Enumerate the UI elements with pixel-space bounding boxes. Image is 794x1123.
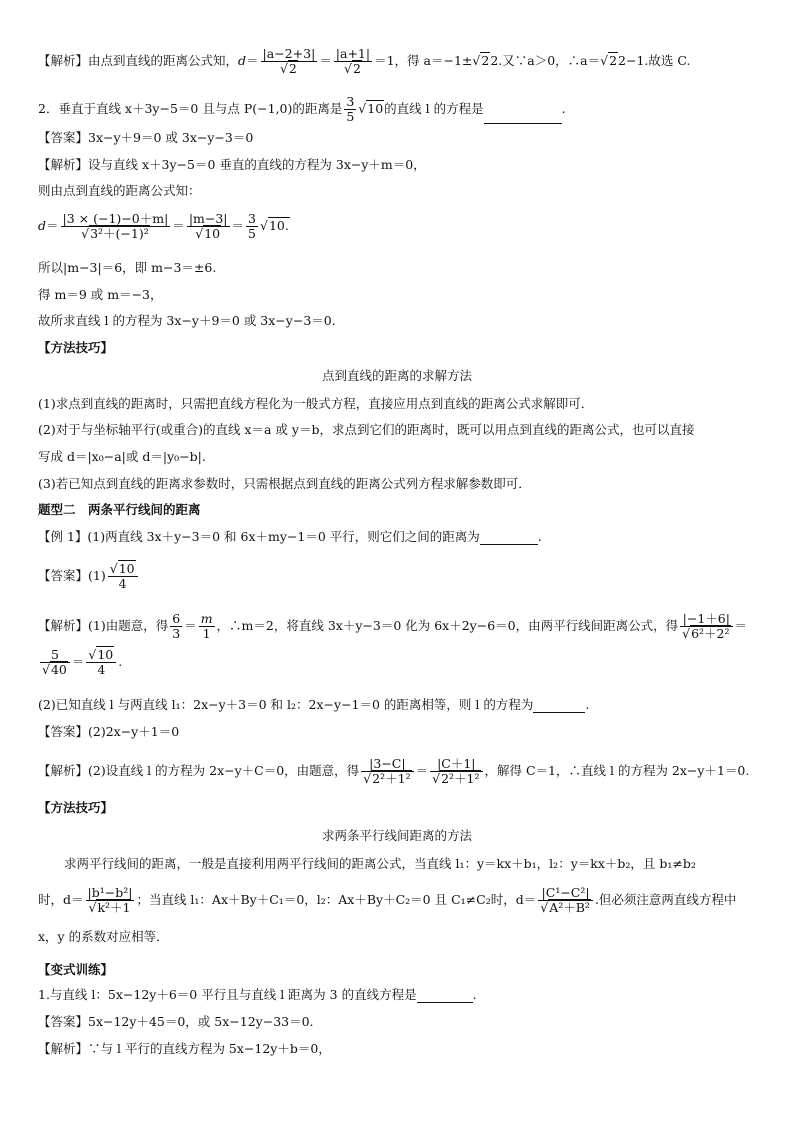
q2-sol-d: d bbox=[38, 218, 47, 233]
q2-sol-frac-1 bbox=[61, 212, 171, 241]
tips2-title: 求两条平行线间距离的方法 bbox=[321, 828, 472, 843]
ex1-sol2-frac-1-den: √2²＋1² bbox=[363, 771, 411, 786]
q2-solution-6: 故所求直线 l 的方程为 3x−y＋9＝0 或 3x−y−3＝0. bbox=[38, 313, 336, 328]
variant-question-1: 1.与直线 l：5x−12y＋6＝0 平行且与直线 l 距离为 3 的直线方程是 . bbox=[38, 987, 477, 1002]
example1-answer-2: 【答案】(2)2x−y＋1＝0 bbox=[38, 724, 180, 739]
variant-answer-1: 【答案】5x−12y＋45＝0，或 5x−12y−33＝0. bbox=[38, 1014, 314, 1029]
ex1-q-text: 【例 1】(1)两直线 3x＋y−3＝0 和 6x＋my−1＝0 平行，则它们之间的距离为 bbox=[38, 529, 480, 544]
tips2-frac-2-num: |C¹−C²| bbox=[538, 886, 593, 901]
tips2-heading: 【方法技巧】 bbox=[38, 800, 114, 815]
p1-frac-1-num: |a−2+3| bbox=[262, 46, 316, 61]
ex1-ans-text: 【答案】(1) bbox=[38, 568, 106, 583]
variant-q1-text: 1.与直线 l：5x−12y＋6＝0 平行且与直线 l 距离为 3 的直线方程是 bbox=[38, 987, 417, 1002]
ex1-sol-frac-2-den: 1 bbox=[202, 626, 211, 641]
tips1-heading: 【方法技巧】 bbox=[38, 340, 114, 355]
q2-solution-5: 得 m＝9 或 m＝−3， bbox=[38, 287, 163, 302]
ex1-sol2-frac-2-den: √2²＋1² bbox=[432, 771, 480, 786]
q2-answer: 【答案】3x−y＋9＝0 或 3x−y−3＝0 bbox=[38, 130, 254, 145]
q2-text-end: . bbox=[561, 101, 566, 116]
tips2-frac-2 bbox=[538, 886, 593, 915]
p1-frac-2-rad: 2 bbox=[352, 61, 361, 76]
tips2-frac-1 bbox=[86, 886, 135, 915]
ex1-sol2-frac-2-num: |C＋1| bbox=[430, 757, 482, 772]
q2-sol-frac-2-rad: 10 bbox=[204, 226, 221, 241]
q2-text-a: 2．垂直于直线 x＋3y−5＝0 且与点 P(−1,0)的距离是 bbox=[38, 101, 343, 116]
tips1-line-2: (2)对于与坐标轴平行(或重合)的直线 x＝a 或 y＝b，求点到它们的距离时，既可以用点到直线的距离公式，也可以直接 bbox=[38, 422, 695, 437]
ex1-sol2-frac-1-num: |3−C| bbox=[361, 757, 413, 772]
p1-frac-1-rad: 2 bbox=[288, 61, 297, 76]
type2-title: 题型二 两条平行线间的距离 bbox=[38, 502, 201, 517]
q2-text-b: 的直线 l 的方程是 bbox=[384, 101, 484, 116]
ex1-sol-frac-2 bbox=[199, 612, 215, 641]
p1-sol-text-a: 【解析】由点到直线的距离公式知， bbox=[38, 53, 239, 68]
tips2-l2-text-a: 时，d＝ bbox=[38, 892, 84, 907]
ex1-sol-frac-1-num: 6 bbox=[172, 611, 181, 626]
q2-sol-frac-2-num: |m−3| bbox=[188, 211, 228, 226]
p1-rad-1: 2 bbox=[481, 53, 490, 68]
example1-answer bbox=[38, 562, 140, 591]
q2-solution-1: 【解析】设与直线 x＋3y−5＝0 垂直的直线的方程为 3x−y＋m＝0， bbox=[38, 157, 426, 172]
example1-solution: 【解析】(1)由题意，得 $\frac{6}{3}$ ＝ $\frac{m}{1}$ ，∴m＝2，将直线 3x＋y−3＝0 化为 6x＋2y−6＝0，由两平行线间距离公式，得 $\frac{|-1+6|}{\text{√6²＋2²}}$ ＝ bbox=[38, 611, 748, 641]
tips2-frac-2-rad: A²＋B² bbox=[549, 900, 590, 915]
p1-frac-1-den: √2 bbox=[279, 61, 297, 76]
tips1-title: 点到直线的距离的求解方法 bbox=[321, 368, 472, 383]
ex1-sol-frac-3-num: |−1＋6| bbox=[680, 612, 732, 627]
ex1-sol-frac-5-rad: 10 bbox=[97, 647, 114, 662]
ex1-sol-frac-4 bbox=[40, 648, 70, 677]
example1-question: 【例 1】(1)两直线 3x＋y−3＝0 和 6x＋my−1＝0 平行，则它们之间的距离为 . bbox=[38, 529, 542, 544]
tips2-frac-1-num: |b¹−b²| bbox=[87, 885, 133, 900]
ex1-answer-blank bbox=[480, 544, 538, 545]
variant-solution-1: 【解析】∵与 l 平行的直线方程为 5x−12y＋b＝0， bbox=[38, 1041, 331, 1056]
ex1-sol2-frac-1-rad: 2²＋1² bbox=[372, 771, 411, 786]
q2-sol-frac-3 bbox=[246, 212, 258, 241]
tips2-line-1: 求两平行线间的距离，一般是直接利用两平行线间的距离公式，当直线 l₁：y＝kx＋b₁，l₂：y＝kx＋b₂，且 b₁≠b₂ bbox=[64, 856, 696, 871]
variant-heading: 【变式训练】 bbox=[38, 962, 114, 977]
ex1-sol-frac-1 bbox=[170, 612, 182, 641]
ex1-sol-frac-3-den: √6²＋2² bbox=[682, 626, 730, 641]
q2-solution-4: 所以|m−3|＝6，即 m−3＝±6. bbox=[38, 260, 217, 275]
ex1-sol2-text-a: 【解析】(2)设直线 l 的方程为 2x−y＋C＝0，由题意，得 bbox=[38, 763, 360, 778]
ex1-sol2-frac-2 bbox=[430, 757, 482, 786]
q2-sol-frac-3-den: 5 bbox=[248, 226, 256, 241]
ex1-sol-frac-5-num: √10 bbox=[86, 648, 116, 663]
ex1-sol-frac-4-den: √40 bbox=[42, 662, 67, 677]
ex1-sol2-frac-1 bbox=[361, 757, 413, 786]
ex1-sol-frac-3-rad: 6²＋2² bbox=[691, 626, 730, 641]
ex1-ans-num: √10 bbox=[108, 562, 138, 577]
ex1-sol-frac-4-rad: 40 bbox=[50, 662, 67, 677]
q2-frac-den: 5 bbox=[346, 109, 355, 124]
q2-frac bbox=[344, 95, 356, 124]
ex1-ans-frac bbox=[108, 562, 138, 591]
example1-solution-2: 【解析】(2)设直线 l 的方程为 2x−y＋C＝0，由题意，得 $\frac{|3-C|}{\text{√2²＋1²}}$ ＝ $\frac{|C+1|}{\text{√2²＋1²}}$ ，解得 C＝1，∴直线 l 的方程为 2x−y＋1＝0. bbox=[38, 756, 750, 786]
ex1-ans-den: 4 bbox=[118, 576, 127, 591]
q2-radicand: 10 bbox=[367, 101, 384, 116]
ex1-sol-frac-1-den: 3 bbox=[172, 626, 181, 641]
ex1-q2-answer-blank bbox=[533, 712, 585, 713]
variant-q1-answer-blank bbox=[417, 1002, 473, 1003]
ex1-sol2-frac-2-rad: 2²＋1² bbox=[441, 771, 480, 786]
tips2-frac-1-rad: k²＋1 bbox=[97, 900, 131, 915]
q2-sol-frac-1-rad: 3²＋(−1)² bbox=[90, 226, 149, 241]
q2-solution-2: 则由点到直线的距离公式知： bbox=[38, 183, 201, 198]
ex1-sol-text-b: ，∴m＝2，将直线 3x＋y−3＝0 化为 6x＋2y−6＝0，由两平行线间距离公式，得 bbox=[216, 618, 679, 633]
tips2-frac-2-den: √A²＋B² bbox=[540, 900, 590, 915]
q2-sol-frac-3-rad: 10. bbox=[268, 218, 289, 233]
p1-solution: 【解析】由点到直线的距离公式知，d＝ $\frac{|a-2+3|}{√2}$ ＝ $\frac{|a+1|}{√2}$ ＝1，得 a＝−1±√22.又∵a＞0，∴a＝√22−1.故选 C. bbox=[38, 46, 691, 76]
p1-sol-text-b: ＝1，得 a＝−1± bbox=[374, 53, 473, 68]
ex1-sol-frac-4-num: 5 bbox=[40, 648, 70, 663]
ex1-sol-frac-2-num: m bbox=[200, 611, 213, 626]
p1-frac-2-num: |a+1| bbox=[335, 46, 371, 61]
q2-frac-num: 3 bbox=[346, 94, 355, 109]
q2-solution-formula: d＝ $\frac{|3 \times (-1)-0+m|}{\text{√3²＋(−1)²}}$ ＝ $\frac{|m-3|}{√10}$ ＝ $\frac{3}{5}$ √10. bbox=[38, 211, 289, 241]
p1-frac-2-den: √2 bbox=[343, 61, 361, 76]
p1-frac-1 bbox=[261, 47, 318, 76]
tips2-line-3: x，y 的系数对应相等． bbox=[38, 929, 169, 944]
ex1-q2-text: (2)已知直线 l 与两直线 l₁：2x−y＋3＝0 和 l₂：2x−y−1＝0 的距离相等，则 l 的方程为 bbox=[38, 697, 534, 712]
q2-sol-frac-1-den: √3²＋(−1)² bbox=[81, 226, 149, 241]
ex1-sol-text-a: 【解析】(1)由题意，得 bbox=[38, 618, 169, 633]
ex1-sol-frac-5-den: 4 bbox=[97, 662, 106, 677]
tips2-l2-text-c: .但必须注意两直线方程中 bbox=[594, 892, 737, 907]
ex1-sol2-text-b: ，解得 C＝1，∴直线 l 的方程为 2x−y＋1＝0. bbox=[484, 763, 750, 778]
q2-sol-frac-1-num: |3 × (−1)−0＋m| bbox=[62, 211, 169, 226]
q2-answer-blank bbox=[484, 123, 562, 124]
tips2-frac-1-den: √k²＋1 bbox=[88, 900, 131, 915]
example1-question-2: (2)已知直线 l 与两直线 l₁：2x−y＋3＝0 和 l₂：2x−y−1＝0 的距离相等，则 l 的方程为 . bbox=[38, 697, 590, 712]
ex1-ans-rad: 10 bbox=[118, 561, 135, 576]
tips1-line-1: (1)求点到直线的距离时，只需把直线方程化为一般式方程，直接应用点到直线的距离公式求解即可． bbox=[38, 396, 594, 411]
p1-sol-d: d bbox=[238, 53, 247, 68]
p1-sol-text-c: 2.又∵a＞0，∴a＝ bbox=[490, 53, 601, 68]
ex1-sol-frac-3 bbox=[680, 612, 732, 641]
q2-sol-frac-2 bbox=[187, 212, 230, 241]
p1-rad-2: 2 bbox=[609, 53, 618, 68]
tips1-line-4: (3)若已知点到直线的距离求参数时，只需根据点到直线的距离公式列方程求解参数即可． bbox=[38, 476, 531, 491]
q2-sol-frac-2-den: √10 bbox=[195, 226, 221, 241]
q2-sol-frac-3-num: 3 bbox=[248, 211, 256, 226]
tips2-line-2 bbox=[38, 886, 736, 915]
ex1-sol-frac-5 bbox=[86, 648, 116, 677]
p1-sol-text-e: 2−1.故选 C. bbox=[618, 53, 691, 68]
q2-question: 2．垂直于直线 x＋3y−5＝0 且与点 P(−1,0)的距离是 $\frac{3}{5}$ √10的直线 l 的方程是 . bbox=[38, 94, 566, 124]
tips2-l2-text-b: ；当直线 l₁：Ax＋By＋C₁＝0，l₂：Ax＋By＋C₂＝0 且 C₁≠C₂时，d＝ bbox=[136, 892, 537, 907]
example1-solution-cont: $\frac{5}{√40}$ ＝ $\frac{√10}{4}$ . bbox=[42, 647, 123, 677]
tips1-line-3: 写成 d＝|x₀−a|或 d＝|y₀−b|. bbox=[38, 449, 206, 464]
p1-frac-2 bbox=[334, 47, 372, 76]
